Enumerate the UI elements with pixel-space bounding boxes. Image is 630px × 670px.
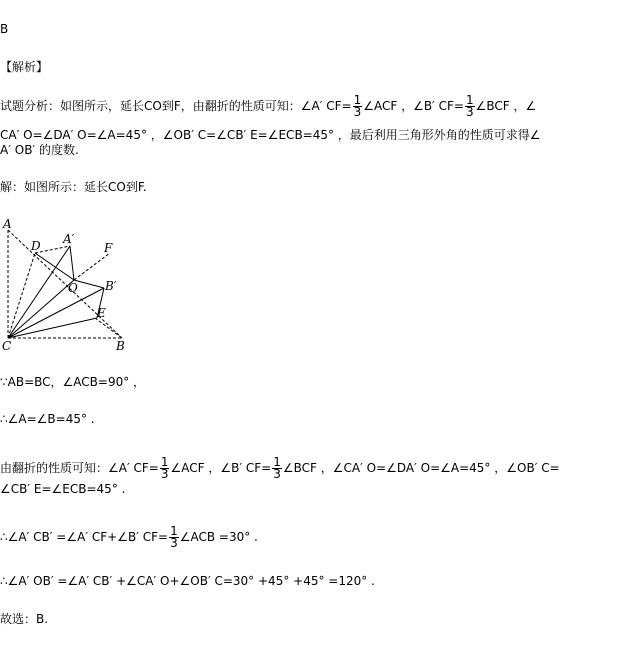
analysis-line-2: CA′ O=∠DA′ O=∠A=45° ，∠OB′ C=∠CB′ E=∠ECB=45° ，最后利用三角形外角的性质可求得∠ xyxy=(0,128,541,142)
geometry-figure xyxy=(0,212,140,354)
step-4 xyxy=(0,526,258,549)
step-3-text-b: ∠ACF ，∠B′ CF= xyxy=(170,461,272,475)
analysis-text-1c: ∠BCF ，∠ xyxy=(475,99,537,113)
label-C: C xyxy=(2,339,12,353)
fraction-one-third: $\frac{1}{3}$ xyxy=(170,524,178,550)
section-heading: 【解析】 xyxy=(0,60,49,74)
fraction-one-third: $\frac{1}{3}$ xyxy=(160,455,169,481)
label-E: E xyxy=(97,306,106,320)
solution-intro: 解：如图所示：延长CO到F. xyxy=(0,180,147,194)
label-O: O xyxy=(68,281,78,295)
step-5: ∴∠A′ OB′ =∠A′ CB′ +∠CA′ O+∠OB′ C=30° +45° +45° =120° . xyxy=(0,574,375,588)
label-F: F xyxy=(104,241,113,255)
step-1: ∵AB=BC，∠ACB=90° ， xyxy=(0,375,146,389)
step-3-text-c: ∠BCF ，∠CA′ O=∠DA′ O=∠A=45° ，∠OB′ C= xyxy=(282,461,560,475)
analysis-text-1a: 试题分析：如图所示，延长CO到F，由翻折的性质可知：∠A′ CF= xyxy=(0,99,352,113)
label-A-prime: A′ xyxy=(63,232,75,246)
step-2: ∴∠A=∠B=45° . xyxy=(0,412,95,426)
label-B-prime: B′ xyxy=(105,279,117,293)
fraction-one-third: $\frac{1}{3}$ xyxy=(465,93,474,119)
label-D: D xyxy=(31,239,41,253)
step-4-text-b: ∠ACB =30° . xyxy=(179,530,258,544)
step-3-line-2: ∠CB′ E=∠ECB=45° . xyxy=(0,482,126,496)
step-3-line-1 xyxy=(0,457,560,480)
conclusion: 故选：B. xyxy=(0,612,49,626)
step-3-text-a: 由翻折的性质可知：∠A′ CF= xyxy=(0,461,159,475)
step-4-text-a: ∴∠A′ CB′ =∠A′ CF+∠B′ CF= xyxy=(0,530,169,544)
label-A: A xyxy=(3,217,12,231)
fraction-one-third: $\frac{1}{3}$ xyxy=(273,455,281,481)
label-B: B xyxy=(116,339,125,353)
answer-letter: B xyxy=(0,22,9,36)
analysis-text-1b: ∠ACF ，∠B′ CF= xyxy=(363,99,464,113)
fraction-one-third: $\frac{1}{3}$ xyxy=(353,93,362,119)
analysis-line-3: A′ OB′ 的度数. xyxy=(0,143,79,157)
analysis-line-1 xyxy=(0,95,536,118)
